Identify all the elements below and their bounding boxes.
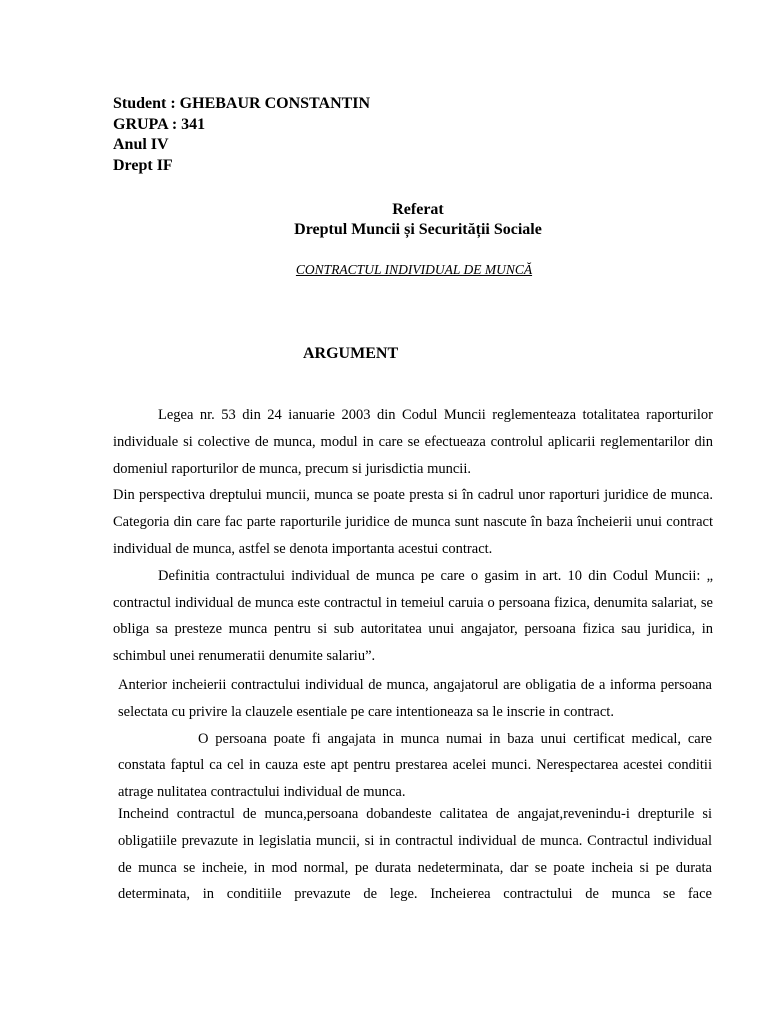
paragraph-4: Anterior incheierii contractului individual de munca, angajatorul are obligatia de a informa persoana selectata cu privire la clauzele esentiale pe care intentioneaza sa le inscrie in contract. — [118, 677, 712, 720]
body-block-2 — [118, 672, 712, 806]
paragraph-2: Din perspectiva dreptului muncii, munca se poate presta si în cadrul unor raporturi juridice de munca. Categoria din care fac parte raporturile juridice de munca sunt nascute în baza încheierii unui contract individual de munca, astfel se denota importanta acestui contract. — [113, 487, 713, 557]
student-name: Student : GHEBAUR CONSTANTIN — [113, 95, 371, 112]
student-year: Anul IV — [113, 136, 169, 153]
section-heading: ARGUMENT — [303, 345, 399, 362]
student-group: GRUPA : 341 — [113, 115, 206, 133]
paragraph-6: Incheind contractul de munca,persoana dobandeste calitatea de angajat,revenindu-i drepturile si obligatiile prevazute in legislatia muncii, si in contractul individual de munca. Contractul individual de munca se incheie, in mod normal, pe durata nedeterminata, dar se poate incheia si pe durata determinata, in conditiile prevazute de lege. Incheierea contractului de munca se face — [118, 806, 712, 903]
body-block-1 — [113, 402, 713, 670]
student-info — [113, 94, 370, 176]
document-subtitle: CONTRACTUL INDIVIDUAL DE MUNCĂ — [295, 262, 533, 277]
title-subject: Dreptul Muncii și Securității Sociale — [294, 221, 542, 238]
paragraph-5: O persoana poate fi angajata in munca numai in baza unui certificat medical, care constata faptul ca cel in cauza este apt pentru prestarea acelei munci. Nerespectarea acestei conditii atrage nulitatea contractului individual de munca. — [118, 730, 712, 801]
student-program: Drept IF — [113, 156, 173, 174]
paragraph-1: Legea nr. 53 din 24 ianuarie 2003 din Codul Muncii reglementeaza totalitatea raporturilor individuale si colective de munca, modul in care se efectueaza controlul aplicarii reglementarilor din domeniul raporturilor de munca, precum si jurisdictia muncii. — [113, 407, 713, 477]
body-block-3 — [118, 801, 712, 908]
title-referat: Referat — [392, 201, 444, 218]
document-title — [0, 200, 768, 240]
paragraph-3: Definitia contractului individual de munca pe care o gasim in art. 10 din Codul Muncii: „ contractul individual de munca este contractul in temeiul caruia o persoana fizica, denumita salariat, se obliga sa presteze munca pentru si sub autoritatea unui angajator, persoana fizica sau juridica, in schimbul unei renumeratii denumite salariu”. — [113, 567, 713, 665]
